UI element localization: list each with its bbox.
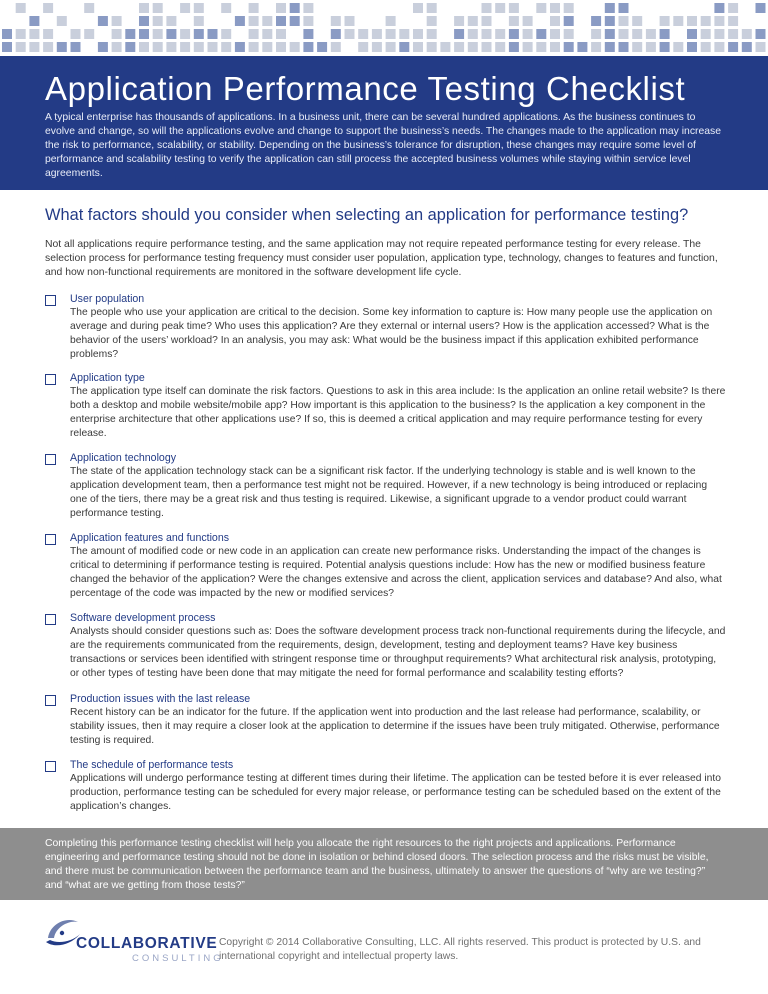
pixel-square [57,16,67,26]
pixel-square [564,42,574,52]
pixel-square [660,29,670,39]
pixel-square [619,42,629,52]
pixel-square [235,42,245,52]
pixel-square [550,16,560,26]
pixel-square [495,29,505,39]
pixel-square [728,3,738,13]
pixel-square [180,3,190,13]
pixel-square [605,3,615,13]
pixel-square [139,16,149,26]
pixel-square [728,29,738,39]
pixel-square [646,42,656,52]
checkbox[interactable] [45,695,56,706]
page-title: Application Performance Testing Checklist [45,70,686,107]
factor-body: Recent history can be an indicator for the future. If the application went into production and the last release had performance, scalability, or stability issues, then it may require a closer look at the application to determine if the issues have been truly mitigated. Otherwise, performance testing is required. [70,707,720,746]
pixel-square [262,16,272,26]
pixel-square [180,42,190,52]
factor-title: Application technology [70,452,177,464]
pixel-square [673,16,683,26]
pixel-square [249,16,259,26]
pixel-square [536,3,546,13]
closing-band [0,828,768,900]
pixel-square [317,42,327,52]
pixel-square [440,42,450,52]
pixel-square [29,16,39,26]
pixel-square [98,16,108,26]
decorative-pixel-band [0,0,768,56]
pixel-square [454,16,464,26]
pixel-square [153,29,163,39]
pixel-square [166,42,176,52]
pixel-square [756,42,766,52]
logo-word-collaborative: COLLABORATIVE [76,935,218,952]
pixel-square [331,16,341,26]
pixel-square [331,42,341,52]
pixel-square [591,42,601,52]
factor-body: The state of the application technology stack can be a significant risk factor. If the underlying technology is stable and is well known to the application development team, then a performance test might not be required. However, if a new technology is being introduced or replacing one of the tiers, there may be a great risk and thus testing is required. Likewise, a significant upgrade to a vendor product could warrant performance testing. [70,466,708,519]
pixel-square [303,29,313,39]
pixel-square [714,16,724,26]
pixel-square [249,3,259,13]
pixel-square [523,29,533,39]
pixel-square [16,3,26,13]
pixel-square [180,29,190,39]
pixel-square [577,42,587,52]
pixel-square [509,3,519,13]
pixel-square [605,16,615,26]
pixel-square [701,16,711,26]
pixel-square [482,16,492,26]
pixel-square [166,16,176,26]
pixel-square [687,29,697,39]
pixel-square [372,29,382,39]
pixel-square [98,42,108,52]
pixel-square [413,42,423,52]
pixel-square [276,3,286,13]
pixel-square [523,16,533,26]
pixel-square [728,42,738,52]
pixel-square [495,42,505,52]
pixel-square [71,42,81,52]
pixel-square [427,16,437,26]
pixel-square [687,42,697,52]
pixel-square [276,42,286,52]
pixel-square [564,29,574,39]
closing-text: Completing this performance testing checklist will help you allocate the right resources to the right projects and applications. Performance engineering and performance testing should not be done in isolation or behind closed doors. The selection process and the risks must be visible, and there must be communication between the performance team and the business, ultimately to answer the questions of “why are we testing?” and “what are we getting from those tests?” [45,838,709,891]
header-intro: A typical enterprise has thousands of applications. In a business unit, there can be several hundred applications. As the business continues to evolve and change, so will the applications evolve and change to support the business’s needs. The changes made to the application may increase the risk to performance, scalability, or stability. Depending on the business’s tolerance for disruption, these changes may require some level of performance and scalability testing to verify the application can still process the accepted business volumes while staying within service level agreements. [45,112,722,179]
pixel-square [112,16,122,26]
pixel-square [194,29,204,39]
pixel-square [660,42,670,52]
pixel-square [208,29,218,39]
pixel-square [482,3,492,13]
pixel-square [166,29,176,39]
pixel-square [728,16,738,26]
pixel-square [208,42,218,52]
pixel-square [290,16,300,26]
pixel-square [509,16,519,26]
factor-body: The people who use your application are critical to the decision. Some key information to capture is: How many people use the application on average and during peak time? Who uses this application? Are they external or internal users? How is the application accessed? What is the behavior of the users’ workload? In an analysis, you may ask: What would be the business impact if this application exhibited performance problems? [70,307,713,360]
pixel-square [509,29,519,39]
pixel-square [303,16,313,26]
pixel-square [399,42,409,52]
pixel-square [468,16,478,26]
factor-body: Applications will undergo performance testing at different times during their lifetime. The application can be tested before it is ever released into production, performance testing can be scheduled for every major release, or performance testing can be scheduled based on the extent of the application’s changes. [70,773,721,812]
pixel-square [454,42,464,52]
pixel-square [536,42,546,52]
pixel-square [468,42,478,52]
pixel-square [84,3,94,13]
pixel-square [43,3,53,13]
section-question: What factors should you consider when selecting an application for performance testing? [45,206,689,224]
pixel-square [358,42,368,52]
factor-title: Production issues with the last release [70,693,251,705]
pixel-square [619,29,629,39]
pixel-square [550,29,560,39]
pixel-square [413,3,423,13]
pixel-square [153,42,163,52]
copyright-notice: Copyright © 2014 Collaborative Consulting, LLC. All rights reserved. This product is protected by U.S. and international copyright and intellectual property laws. [219,937,701,962]
pixel-square [714,3,724,13]
pixel-square [153,3,163,13]
pixel-square [564,3,574,13]
factor-title: Software development process [70,612,216,624]
pixel-square [235,16,245,26]
pixel-square [221,29,231,39]
pixel-square [139,3,149,13]
pixel-square [249,42,259,52]
pixel-square [660,16,670,26]
pixel-square [43,42,53,52]
pixel-square [153,16,163,26]
pixel-square [345,29,355,39]
factor-title: User population [70,293,145,305]
pixel-square [262,29,272,39]
pixel-square [756,3,766,13]
pixel-square [632,16,642,26]
pixel-square [290,3,300,13]
factor-title: The schedule of performance tests [70,759,234,771]
checkbox[interactable] [45,374,56,385]
pixel-square [125,42,135,52]
pixel-square [591,16,601,26]
pixel-square [550,3,560,13]
pixel-square [427,29,437,39]
pixel-square [386,29,396,39]
pixel-square [112,42,122,52]
checkbox[interactable] [45,614,56,625]
pixel-square [16,29,26,39]
pixel-square [495,3,505,13]
section-intro: Not all applications require performance testing, and the same application may not require repeated performance testing for every release. The selection process for performance testing frequency must consider user population, application type, technology, changes to features and function, and how non-functional requirements are monitored in the software development life cycle. [45,239,718,278]
pixel-square [125,29,135,39]
factor-body: The application type itself can dominate the risk factors. Questions to ask in this area include: Is the application an online retail website? Is there both a desktop and mobile website/mobile app? How important is this application to the business? Is the application a key component in the enterprise architecture that other applications use? If so, this is deemed a critical application and may require performance testing for every release. [70,386,726,439]
factor-title: Application type [70,372,145,384]
pixel-square [756,29,766,39]
checkbox[interactable] [45,761,56,772]
pixel-square [57,42,67,52]
pixel-square [619,3,629,13]
pixel-square [482,29,492,39]
pixel-square [43,29,53,39]
pixel-square [427,3,437,13]
pixel-square [701,42,711,52]
pixel-square [139,29,149,39]
pixel-square [687,16,697,26]
pixel-square [646,29,656,39]
pixel-square [742,29,752,39]
pixel-square [701,29,711,39]
pixel-square [386,16,396,26]
pixel-square [262,42,272,52]
pixel-square [742,42,752,52]
pixel-square [605,29,615,39]
pixel-square [523,42,533,52]
pixel-square [139,42,149,52]
pixel-square [276,29,286,39]
pixel-square [536,29,546,39]
checkbox[interactable] [45,454,56,465]
pixel-square [399,29,409,39]
pixel-square [468,29,478,39]
pixel-square [112,29,122,39]
pixel-square [564,16,574,26]
pixel-square [482,42,492,52]
pixel-square [619,16,629,26]
pixel-square [2,29,12,39]
pixel-square [194,3,204,13]
factor-title: Application features and functions [70,532,230,544]
pixel-square [221,3,231,13]
pixel-square [29,42,39,52]
pixel-square [221,42,231,52]
pixel-square [194,42,204,52]
pixel-square [16,42,26,52]
checkbox[interactable] [45,295,56,306]
pixel-square [345,16,355,26]
pixel-square [632,42,642,52]
factor-body: The amount of modified code or new code in an application can create new performance risks. Understanding the impact of the changes is critical to determining if performance testing is required. Potential analysis questions include: How has the new or modified business feature changed the behavior of the application? Were the changes extensive and across the client, application services and database? And also, what percentage of the code was impacted by the new or modified services? [70,546,722,599]
factor-body: Analysts should consider questions such as: Does the software development process track non-functional requirements during the lifecycle, and are the requirements communicated from the requirements, design, development, testing and deployment teams? Have key business transactions or services been identified with stringent response time or throughput requirements? What architectural risk analysis, prototyping, or other types of testing have been done that may mitigate the need for formal performance and scalability testing efforts? [70,626,726,679]
logo-word-consulting: CONSULTING [132,953,224,964]
pixel-square [331,29,341,39]
pixel-square [372,42,382,52]
pixel-square [550,42,560,52]
pixel-square [303,3,313,13]
pixel-square [413,29,423,39]
pixel-square [632,29,642,39]
company-logo [44,912,224,968]
pixel-square [29,29,39,39]
pixel-square [673,42,683,52]
pixel-square [290,42,300,52]
pixel-square [454,29,464,39]
pixel-square [249,29,259,39]
pixel-square [714,29,724,39]
pixel-square [2,42,12,52]
pixel-square [427,42,437,52]
pixel-square [358,29,368,39]
pixel-square [303,42,313,52]
header-banner [0,56,768,190]
pixel-square [509,42,519,52]
pixel-square [605,42,615,52]
pixel-square [194,16,204,26]
pixel-square [84,29,94,39]
pixel-square [591,29,601,39]
pixel-square [71,29,81,39]
pixel-square [714,42,724,52]
checkbox[interactable] [45,534,56,545]
pixel-square [386,42,396,52]
pixel-square [276,16,286,26]
